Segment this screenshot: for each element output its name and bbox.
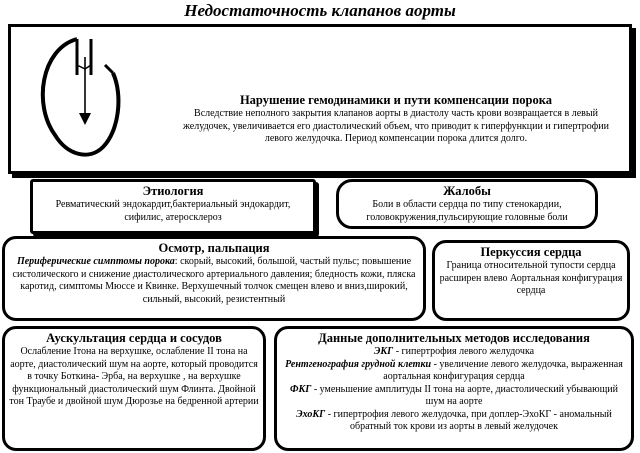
complaints-text: Боли в области сердца по типу стенокардии, головокружения,пульсирующие головные боли <box>366 199 568 223</box>
complaints-box <box>336 179 598 229</box>
hemodynamics-heading: Нарушение гемодинамики и пути компенсации порока <box>239 93 553 107</box>
etiology-text: Ревматический эндокардит,бактериальный эндокардит, сифилис, атеросклероз <box>55 199 291 223</box>
inspection-lead: Периферические симптомы порока <box>16 256 175 267</box>
methods-item <box>281 409 627 434</box>
etiology-box <box>30 179 316 234</box>
hemodynamics-text: Вследствие неполного закрытия клапанов аорты в диастолу часть крови возвращается в левый желудочек, увеличивается его диастолический объем, что приводит к гиперфункции и гипертрофии левого желудочка. Период компенсации порока длится долго. <box>183 108 609 144</box>
methods-item-lead: ЭхоКГ <box>296 408 326 420</box>
complaints-heading: Жалобы <box>443 184 491 198</box>
methods-item-text: - гипертрофия левого желудочка <box>393 346 535 357</box>
auscultation-box <box>2 326 266 451</box>
inspection-heading: Осмотр, пальпация <box>158 241 270 255</box>
methods-item <box>281 384 627 409</box>
methods-item-text: - увеличение левого желудочка, выраженная аортальная конфигурация сердца <box>383 358 623 382</box>
methods-item-lead: Рентгенография грудной клетки <box>285 358 432 370</box>
inspection-box <box>2 236 426 321</box>
inspection-text <box>9 256 419 306</box>
methods-item <box>281 359 627 384</box>
percussion-heading: Перкуссия сердца <box>480 245 582 259</box>
methods-item-text: - уменьшение амплитуды II тона на аорте, диастолический убывающий шум на аорте <box>311 383 618 407</box>
methods-item-lead: ФКГ <box>289 383 312 395</box>
methods-item <box>281 346 627 359</box>
methods-heading: Данные дополнительных методов исследования <box>318 331 590 345</box>
inspection-body: : скорый, высокий, большой, частый пульс; повышение систолического и снижение диастолического артериального давления; бледность кожи, пляска каротид, симптомы Мюссе и Квинке. Верхушечный толчок смещен влево и вниз,широкий, сильный, высокий, резистентный <box>12 256 416 305</box>
percussion-box <box>432 240 630 321</box>
auscultation-heading: Аускультация сердца и сосудов <box>46 331 222 345</box>
page-title: Недостаточность клапанов аорты <box>184 1 456 20</box>
methods-box <box>274 326 634 451</box>
methods-item-text: - гипертрофия левого желудочка, при доплер-ЭхоКГ - аномальный обратный ток крови из аорты в левый желудочек <box>325 408 612 432</box>
percussion-text: Граница относительной тупости сердца расширен влево Аортальная конфигурация сердца <box>439 260 623 296</box>
methods-item-lead: ЭКГ <box>373 346 394 357</box>
hemodynamics-box <box>8 24 632 174</box>
auscultation-text: Ослабление Iтона на верхушке, ослабление II тона на аорте, диастолический шум на аорте, который проводится в точку Боткина- Эрба, на верхушке , на верхушке функциональный диастолический шум Флинта. Двойной тон Траубе и двойной шум Дюрозье на бедренной артерии <box>9 346 259 407</box>
aortic-regurgitation-diagram <box>33 35 123 165</box>
etiology-heading: Этиология <box>142 184 204 198</box>
